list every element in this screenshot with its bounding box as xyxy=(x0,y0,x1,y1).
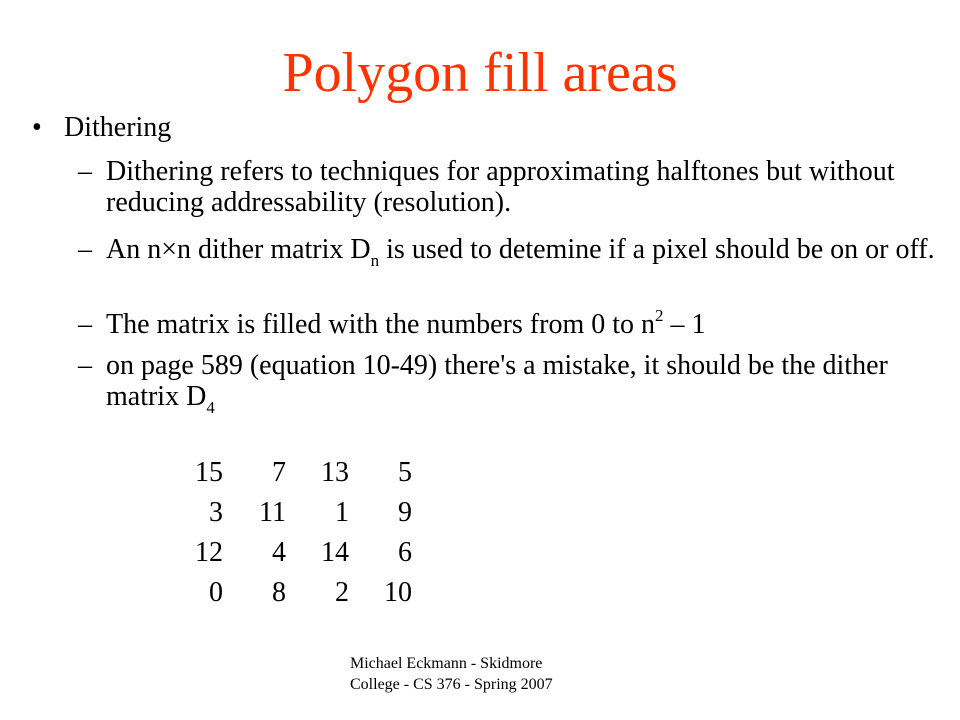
dither-matrix xyxy=(160,453,412,613)
dash: – xyxy=(78,350,92,381)
sub-item-numbers xyxy=(78,306,938,340)
text-part: The matrix is filled with the numbers from 0 to n xyxy=(106,309,656,340)
matrix-row xyxy=(160,453,412,493)
bullet-dithering xyxy=(32,110,171,146)
text-part: An n×n dither matrix D xyxy=(106,234,371,265)
dash: – xyxy=(78,156,92,187)
sub-item-matrix xyxy=(78,234,938,270)
subscript: n xyxy=(370,251,380,270)
sub-item-text xyxy=(78,306,938,340)
sub-item-mistake xyxy=(78,350,938,417)
matrix-cell: 5 xyxy=(398,457,412,488)
matrix-cell: 4 xyxy=(272,537,286,568)
slide-footer xyxy=(350,653,553,695)
matrix-cell: 15 xyxy=(195,457,223,488)
text-part: – 1 xyxy=(663,309,706,340)
sub-item-definition xyxy=(78,156,938,218)
matrix-row xyxy=(160,493,412,533)
matrix-cell: 0 xyxy=(209,577,223,608)
matrix-cell: 3 xyxy=(209,497,223,528)
dash: – xyxy=(78,234,92,265)
bullet-label: Dithering xyxy=(64,112,172,143)
text-part: on page 589 (equation 10-49) there's a mistake, it should be the dither matrix D xyxy=(106,350,888,412)
matrix-cell: 8 xyxy=(272,577,286,608)
matrix-row xyxy=(160,573,412,613)
matrix-cell: 6 xyxy=(398,537,412,568)
matrix-cell: 11 xyxy=(259,497,286,528)
superscript: 2 xyxy=(655,306,664,325)
matrix-cell: 1 xyxy=(335,497,349,528)
matrix-cell: 10 xyxy=(384,577,412,608)
subscript: 4 xyxy=(206,398,215,417)
matrix-cell: 9 xyxy=(398,497,412,528)
text-part: is used to detemine if a pixel should be on or off. xyxy=(379,234,935,265)
sub-item-text xyxy=(78,234,938,270)
footer-line: College - CS 376 - Spring 2007 xyxy=(350,676,553,693)
matrix-cell: 12 xyxy=(195,537,223,568)
slide-title: Polygon fill areas xyxy=(282,42,678,104)
matrix-cell: 14 xyxy=(321,537,349,568)
bullet-dot: • xyxy=(32,112,42,143)
matrix-cell: 2 xyxy=(335,577,349,608)
dash: – xyxy=(78,309,92,340)
matrix-row xyxy=(160,533,412,573)
matrix-cell: 13 xyxy=(321,457,349,488)
matrix-cell: 7 xyxy=(272,457,286,488)
footer-line: Michael Eckmann - Skidmore xyxy=(350,655,543,672)
sub-item-text: Dithering refers to techniques for approximating halftones but without reducing addressability (resolution). xyxy=(106,156,895,218)
sub-item-text xyxy=(78,350,938,417)
